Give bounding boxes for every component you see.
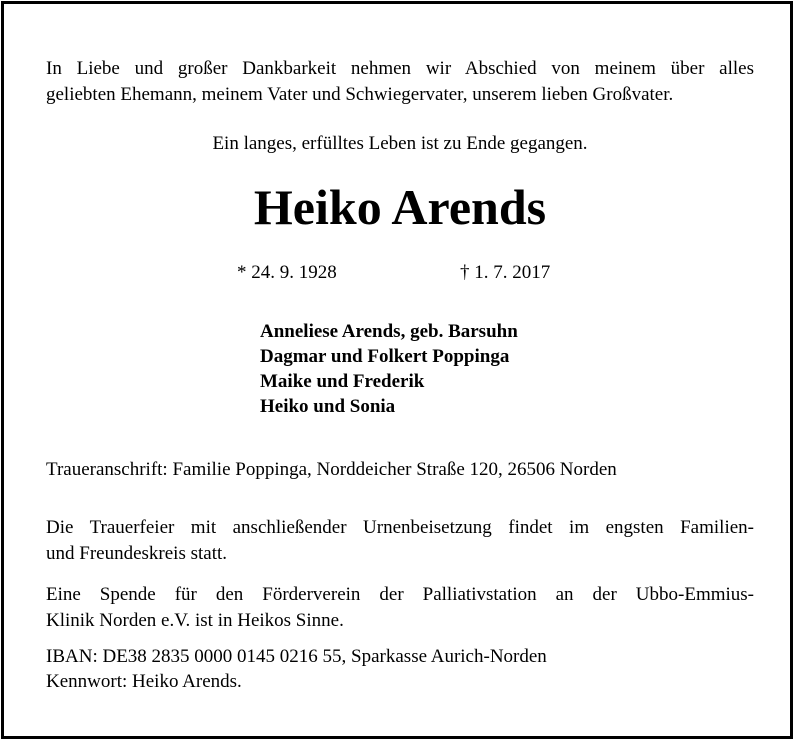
- mourner-item: Maike und Frederik: [260, 371, 425, 392]
- intro-paragraph: [46, 56, 754, 108]
- keyword-line: Kennwort: Heiko Arends.: [46, 671, 242, 692]
- deceased-name: Heiko Arends: [253, 179, 547, 235]
- death-date: † 1. 7. 2017: [460, 262, 551, 283]
- donation-paragraph: [46, 582, 754, 634]
- mourner-item: Heiko und Sonia: [260, 396, 396, 417]
- mourner-item: Dagmar und Folkert Poppinga: [260, 346, 510, 367]
- donation-line-2: Klinik Norden e.V. ist in Heikos Sinne.: [46, 610, 344, 631]
- subtitle: Ein langes, erfülltes Leben ist zu Ende gegangen.: [212, 133, 588, 154]
- mourners-list: [260, 319, 518, 419]
- iban-line: IBAN: DE38 2835 0000 0145 0216 55, Sparkasse Aurich-Norden: [46, 646, 547, 667]
- intro-line-2: geliebten Ehemann, meinem Vater und Schwiegervater, unserem lieben Großvater.: [46, 84, 674, 105]
- mourning-address: Traueranschrift: Familie Poppinga, Norddeicher Straße 120, 26506 Norden: [46, 459, 617, 480]
- ceremony-paragraph: [46, 515, 754, 567]
- mourner-item: Anneliese Arends, geb. Barsuhn: [260, 321, 518, 342]
- ceremony-line-1: Die Trauerfeier mit anschließender Urnenbeisetzung findet im engsten Familien-: [46, 517, 754, 538]
- bank-details: [46, 644, 754, 694]
- intro-line-1: In Liebe und großer Dankbarkeit nehmen wir Abschied von meinem über alles: [46, 58, 754, 79]
- birth-date: * 24. 9. 1928: [237, 262, 337, 283]
- ceremony-line-2: und Freundeskreis statt.: [46, 543, 228, 564]
- donation-line-1: Eine Spende für den Förderverein der Palliativstation an der Ubbo-Emmius-: [46, 584, 754, 605]
